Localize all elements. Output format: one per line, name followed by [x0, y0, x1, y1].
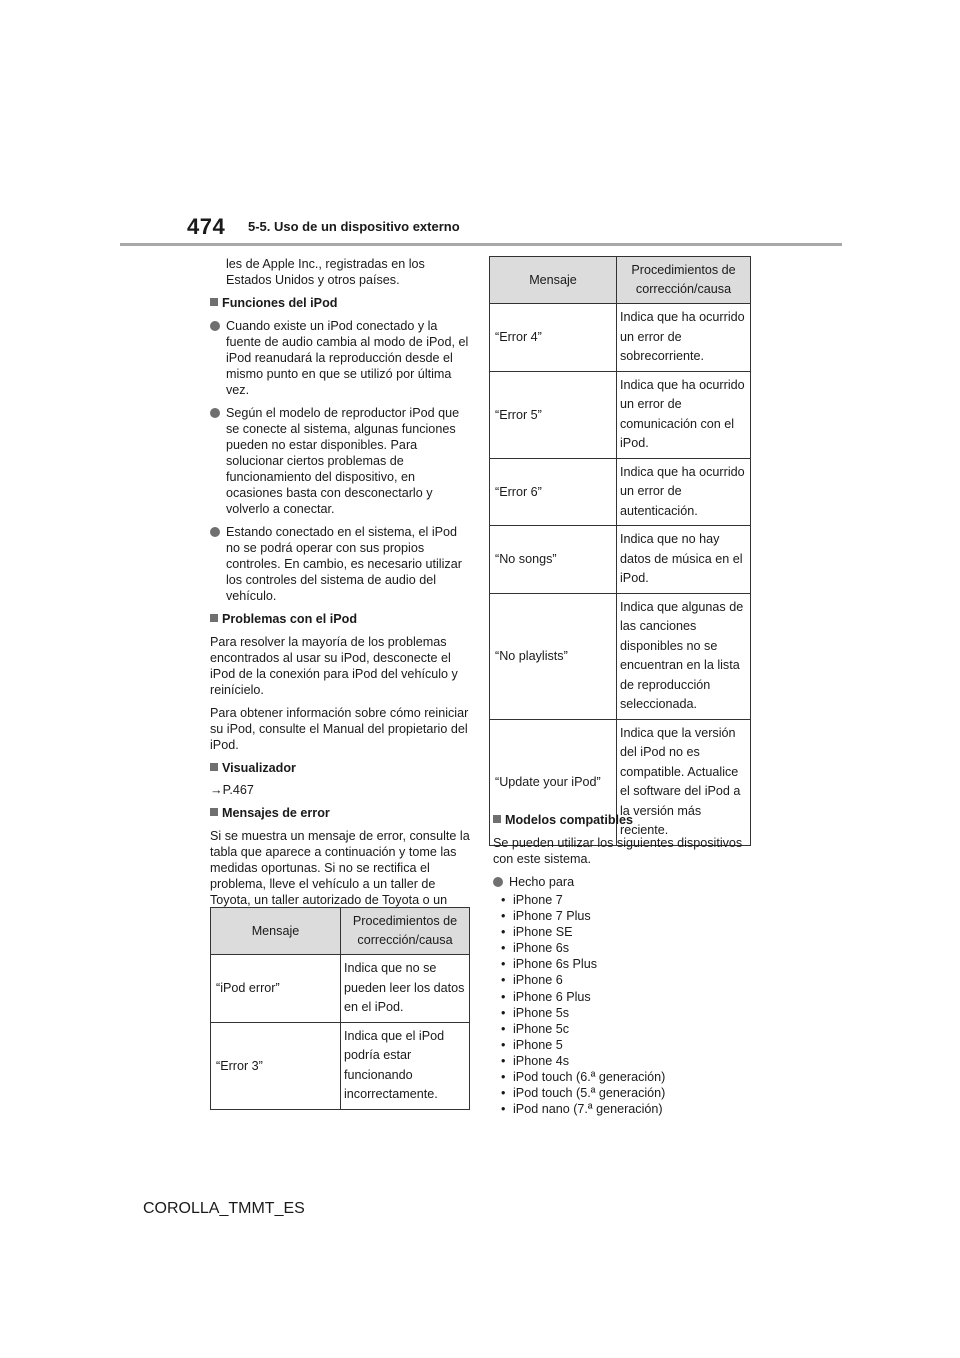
list-item: • iPhone 6s Plus: [501, 956, 755, 972]
column-header-procedure: Procedimientos de corrección/causa: [617, 257, 751, 304]
square-bullet-icon: [210, 808, 218, 816]
errors-heading: Mensajes de error: [210, 805, 472, 821]
circle-bullet-icon: [210, 321, 220, 331]
square-bullet-icon: [493, 815, 501, 823]
table-row: [490, 371, 751, 458]
made-for-bullet: Hecho para: [493, 874, 755, 890]
error-procedure: Indica que la versión del iPod no es compatible. Actualice el software del iPod a la versión más reciente.: [617, 719, 751, 845]
circle-bullet-icon: [210, 527, 220, 537]
error-message: “Error 4”: [490, 304, 617, 372]
functions-bullet: Según el modelo de reproductor iPod que se conecte al sistema, algunas funciones pueden no estar disponibles. Para solucionar ciertos problemas de funcionamiento del dispositivo, en ocasiones basta con desconectarlo y volverlo a conectar.: [210, 405, 472, 517]
column-header-message: Mensaje: [490, 257, 617, 304]
table-row: [490, 458, 751, 526]
error-table-part-2: [489, 256, 751, 846]
table-row: [211, 955, 470, 1023]
table-row: [490, 593, 751, 719]
error-procedure: Indica que no hay datos de música en el iPod.: [617, 526, 751, 594]
problems-paragraph: Para obtener información sobre cómo reiniciar su iPod, consulte el Manual del propietario del iPod.: [210, 706, 469, 752]
error-message: “No songs”: [490, 526, 617, 594]
square-bullet-icon: [210, 614, 218, 622]
error-message: “Update your iPod”: [490, 719, 617, 845]
problems-paragraph: Para resolver la mayoría de los problemas encontrados al usar su iPod, desconecte el iPod de la conexión para iPod del vehículo y reinícielo.: [210, 635, 458, 697]
list-item: • iPhone 6: [501, 972, 755, 988]
list-item: • iPhone 7: [501, 892, 755, 908]
problems-heading: Problemas con el iPod: [210, 611, 472, 627]
list-item: • iPhone 7 Plus: [501, 908, 755, 924]
page-number: 474: [187, 214, 226, 239]
list-item: • iPhone 5: [501, 1037, 755, 1053]
page-reference-link[interactable]: →P.467: [210, 783, 254, 797]
error-procedure: Indica que algunas de las canciones disponibles no se encuentran en la lista de reproducción seleccionada.: [617, 593, 751, 719]
errors-paragraph: Si se muestra un mensaje de error, consulte la tabla que aparece a continuación y tome las medidas oportunas. Si no se rectifica el problema, lleve el vehículo a un taller de Toyota, un taller autorizado de Toyota o un: [210, 829, 470, 907]
list-item: • iPhone 4s: [501, 1053, 755, 1069]
section-title: 5-5. Uso de un dispositivo externo: [248, 219, 460, 234]
square-bullet-icon: [210, 763, 218, 771]
circle-bullet-icon: [210, 408, 220, 418]
column-header-procedure: Procedimientos de corrección/causa: [341, 908, 470, 955]
list-item: • iPod touch (6.ª generación): [501, 1069, 755, 1085]
table-row: [490, 526, 751, 594]
error-table-part-1: [210, 907, 470, 1110]
square-bullet-icon: [210, 298, 218, 306]
error-procedure: Indica que ha ocurrido un error de comunicación con el iPod.: [617, 371, 751, 458]
document-code: COROLLA_TMMT_ES: [143, 1200, 305, 1217]
compatible-models-section: [493, 812, 755, 1117]
circle-bullet-icon: [493, 877, 503, 887]
list-item: • iPhone 5c: [501, 1021, 755, 1037]
error-procedure: Indica que ha ocurrido un error de autenticación.: [617, 458, 751, 526]
list-item: • iPhone SE: [501, 924, 755, 940]
list-item: • iPod nano (7.ª generación): [501, 1101, 755, 1117]
table-row: [211, 1022, 470, 1109]
functions-bullet: Estando conectado en el sistema, el iPod no se podrá operar con sus propios controles. En cambio, es necesario utilizar los controles del sistema de audio del vehículo.: [210, 524, 472, 604]
error-message: “Error 5”: [490, 371, 617, 458]
table-row: [490, 304, 751, 372]
left-column: [210, 256, 472, 931]
display-heading: Visualizador: [210, 760, 472, 776]
functions-bullet: Cuando existe un iPod conectado y la fuente de audio cambia al modo de iPod, el iPod reanudará la reproducción desde el mismo punto en que se utilizó por última vez.: [210, 318, 472, 398]
list-item: • iPhone 6s: [501, 940, 755, 956]
header-divider: [120, 243, 842, 246]
error-procedure: Indica que no se pueden leer los datos en el iPod.: [341, 955, 470, 1023]
error-procedure: Indica que ha ocurrido un error de sobrecorriente.: [617, 304, 751, 372]
column-header-message: Mensaje: [211, 908, 341, 955]
error-message: “Error 6”: [490, 458, 617, 526]
error-message: “No playlists”: [490, 593, 617, 719]
list-item: • iPhone 5s: [501, 1005, 755, 1021]
compatible-heading: Modelos compatibles: [493, 812, 755, 828]
functions-heading: Funciones del iPod: [210, 295, 472, 311]
compatible-paragraph: Se pueden utilizar los siguientes dispositivos con este sistema.: [493, 836, 743, 866]
error-message: “iPod error”: [211, 955, 341, 1023]
list-item: • iPod touch (5.ª generación): [501, 1085, 755, 1101]
list-item: • iPhone 6 Plus: [501, 989, 755, 1005]
intro-paragraph: les de Apple Inc., registradas en los Estados Unidos y otros países.: [226, 257, 425, 287]
error-procedure: Indica que el iPod podría estar funcionando incorrectamente.: [341, 1022, 470, 1109]
device-list: [493, 892, 755, 1117]
error-message: “Error 3”: [211, 1022, 341, 1109]
